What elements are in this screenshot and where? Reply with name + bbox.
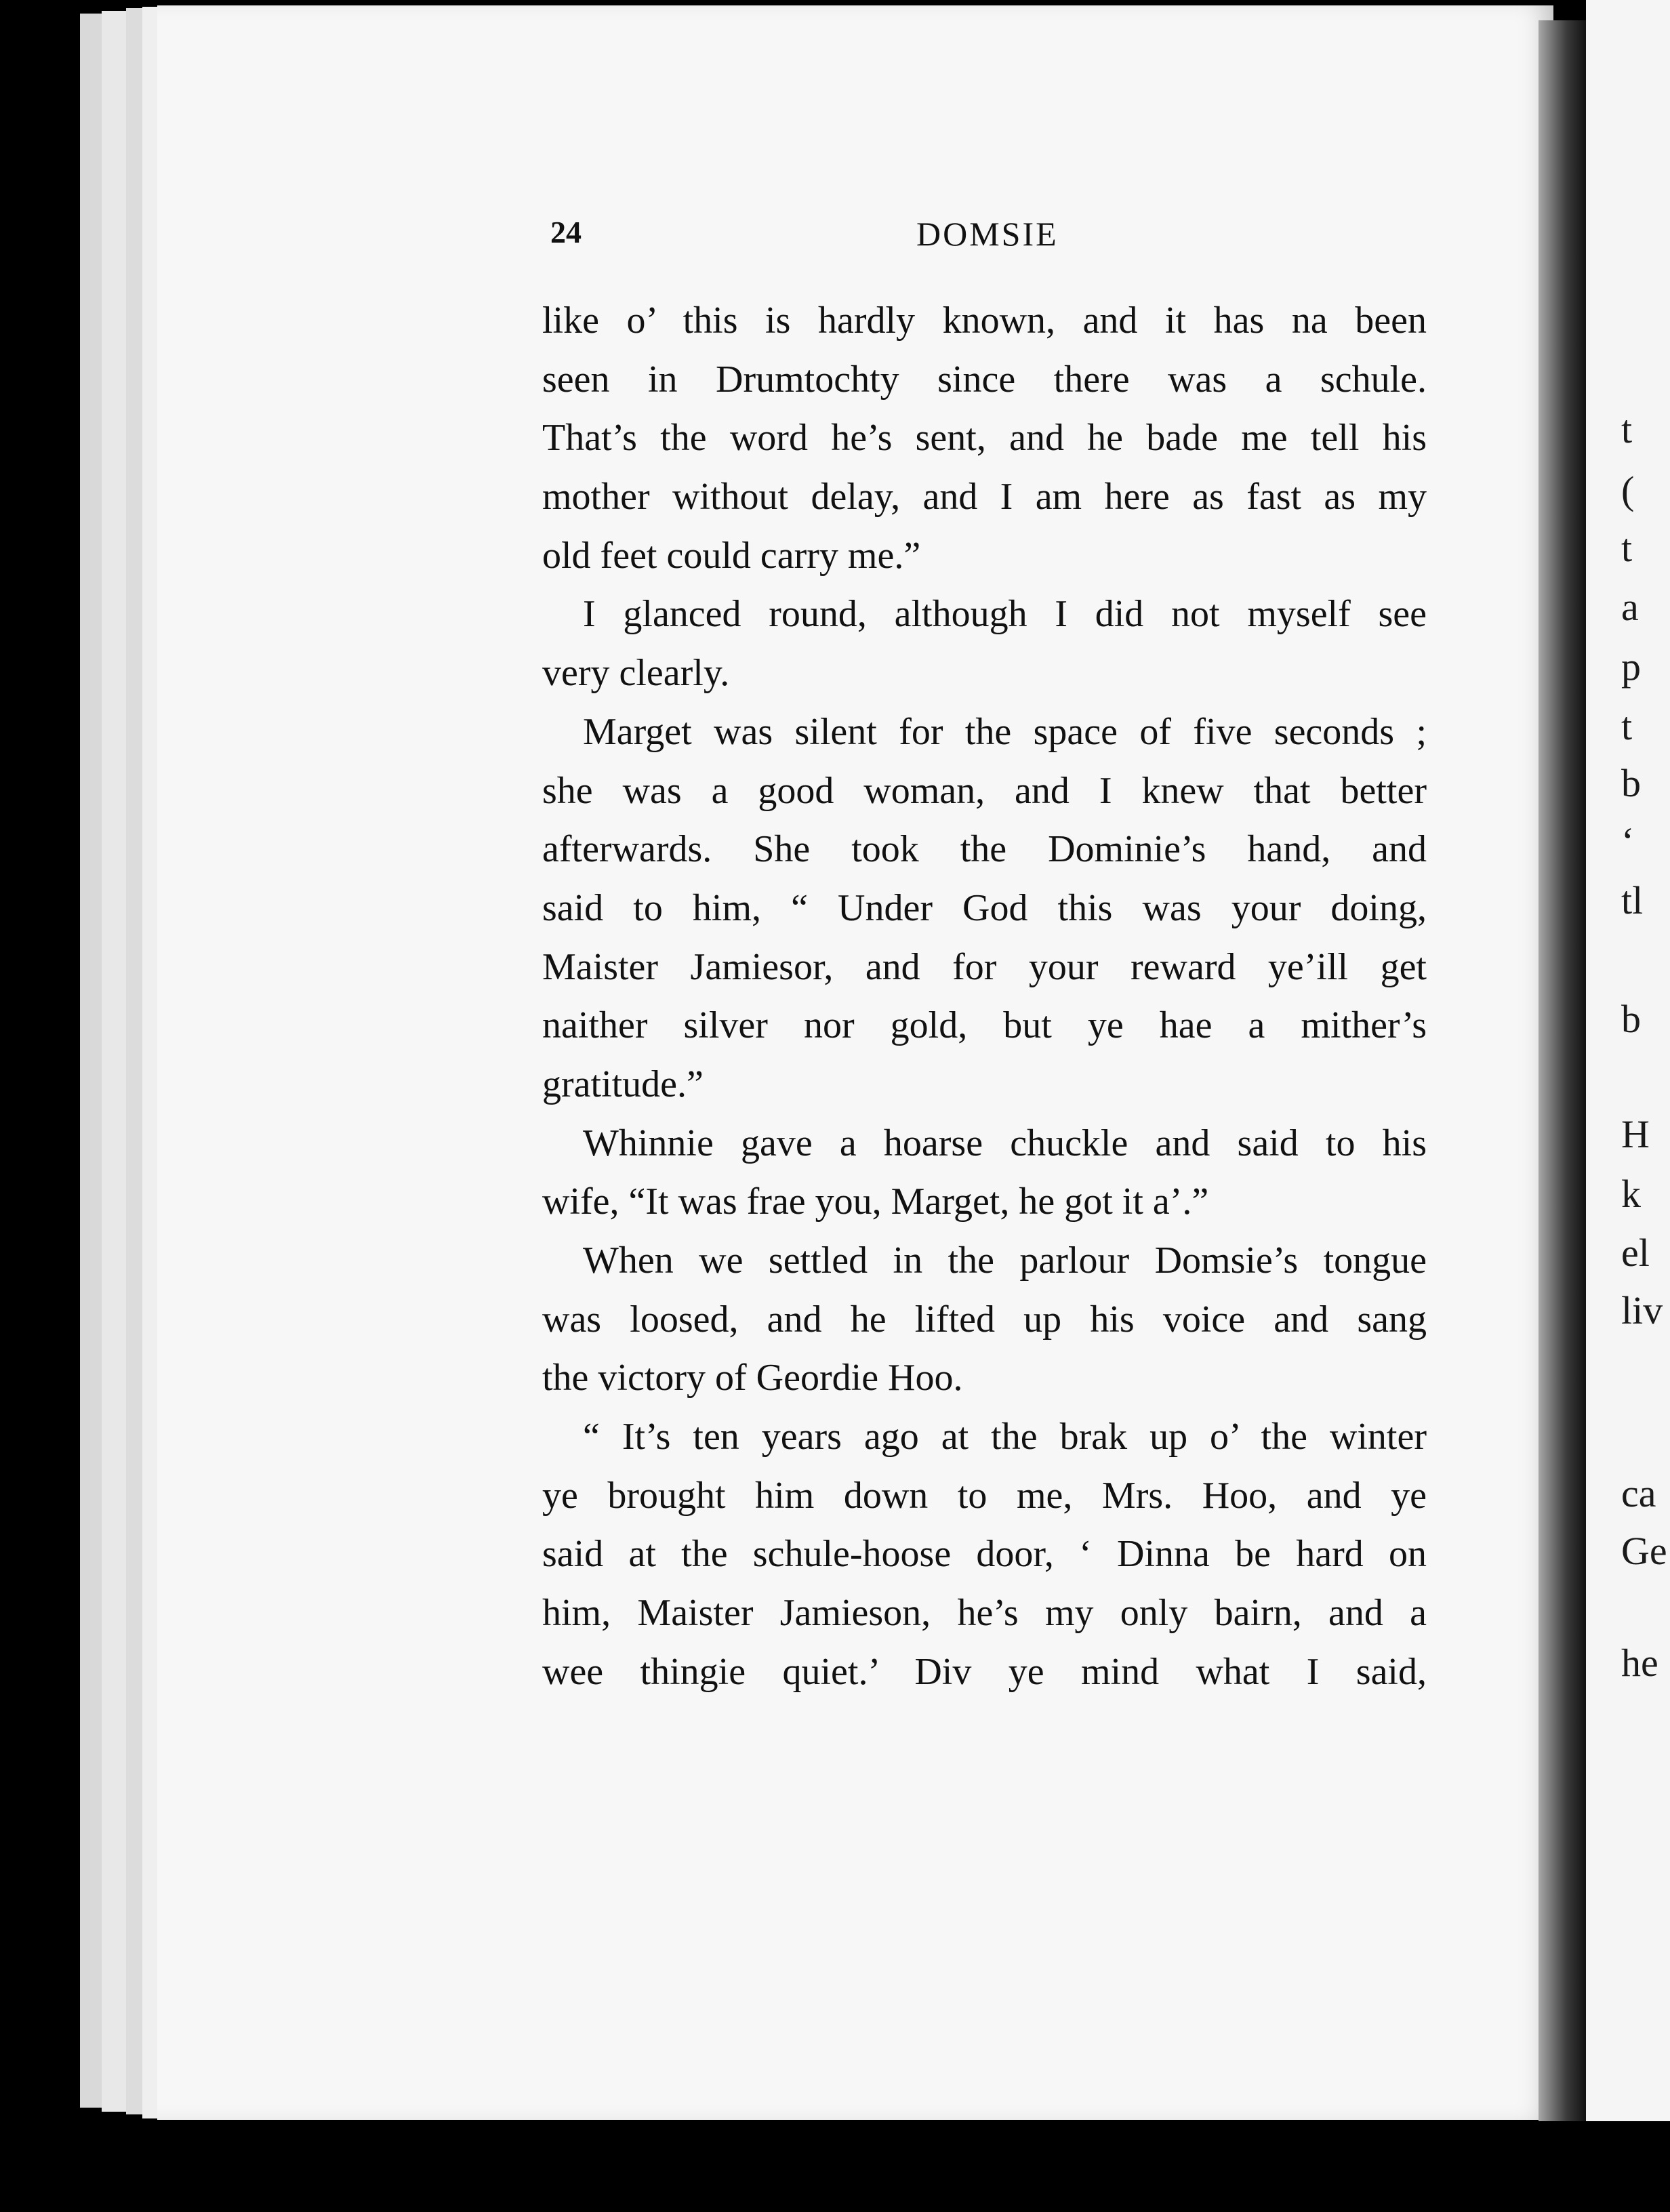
text-line: afterwards. She took the Dominie’s hand, and (542, 828, 1427, 871)
facing-page-fragment: t (1621, 526, 1633, 570)
facing-page-fragment: k (1621, 1172, 1641, 1216)
text-line: Maister Jamiesor, and for your reward ye’ill get (542, 945, 1427, 988)
facing-page-fragment: ca (1621, 1471, 1656, 1515)
text-line: him, Maister Jamieson, he’s my only bairn, and a (542, 1592, 1427, 1635)
text-line: Whinnie gave a hoarse chuckle and said to his (583, 1122, 1427, 1164)
facing-page-fragment: ‘ (1621, 819, 1635, 863)
facing-page-fragment: t (1621, 704, 1633, 748)
text-line: I glanced round, although I did not myself see (583, 593, 1427, 636)
text-line: mother without delay, and I am here as fast as my (542, 476, 1427, 518)
book-gutter (1539, 20, 1586, 2182)
facing-page-fragment: H (1621, 1112, 1650, 1156)
facing-page-fragment: tl (1621, 878, 1644, 922)
text-line: she was a good woman, and I knew that better (542, 769, 1427, 812)
text-line: very clearly. (542, 652, 730, 695)
text-line: When we settled in the parlour Domsie’s tongue (583, 1240, 1427, 1282)
text-line: like o’ this is hardly known, and it has na been (542, 300, 1427, 342)
scan-border (0, 2121, 1670, 2212)
text-line: naither silver nor gold, but ye hae a mither’s (542, 1004, 1427, 1047)
body-text (542, 291, 1427, 1702)
facing-page-fragment: liv (1621, 1288, 1663, 1332)
text-line: wife, “It was frae you, Marget, he got it a’.” (542, 1181, 1209, 1223)
facing-page-fragment: t (1621, 407, 1633, 451)
facing-page-fragment: Ge (1621, 1529, 1667, 1573)
text-line: Marget was silent for the space of five seconds ; (583, 710, 1427, 753)
text-line: That’s the word he’s sent, and he bade me tell his (542, 417, 1427, 459)
facing-page-fragment: b (1621, 761, 1641, 805)
facing-page-fragment: ( (1621, 468, 1635, 512)
text-line: wee thingie quiet.’ Div ye mind what I said, (542, 1650, 1427, 1693)
running-title: DOMSIE (916, 215, 1059, 253)
text-line: “ It’s ten years ago at the brak up o’ the winter (583, 1416, 1427, 1458)
text-line: ye brought him down to me, Mrs. Hoo, and ye (542, 1474, 1427, 1517)
text-line: old feet could carry me.” (542, 534, 921, 577)
text-line: the victory of Geordie Hoo. (542, 1357, 963, 1399)
facing-page-fragment: b (1621, 997, 1641, 1041)
facing-page (1586, 0, 1670, 2212)
text-line: said at the schule-hoose door, ‘ Dinna be hard on (542, 1533, 1427, 1576)
page-number: 24 (550, 215, 582, 249)
facing-page-fragment: a (1621, 585, 1639, 629)
running-head (550, 214, 1425, 262)
facing-page-fragment: he (1621, 1641, 1658, 1685)
facing-page-fragment: el (1621, 1231, 1650, 1275)
text-line: seen in Drumtochty since there was a schule. (542, 358, 1427, 401)
facing-page-fragment: p (1621, 644, 1641, 689)
text-line: gratitude.” (542, 1063, 704, 1105)
text-line: was loosed, and he lifted up his voice and sang (542, 1298, 1427, 1340)
text-line: said to him, “ Under God this was your doing, (542, 886, 1427, 929)
